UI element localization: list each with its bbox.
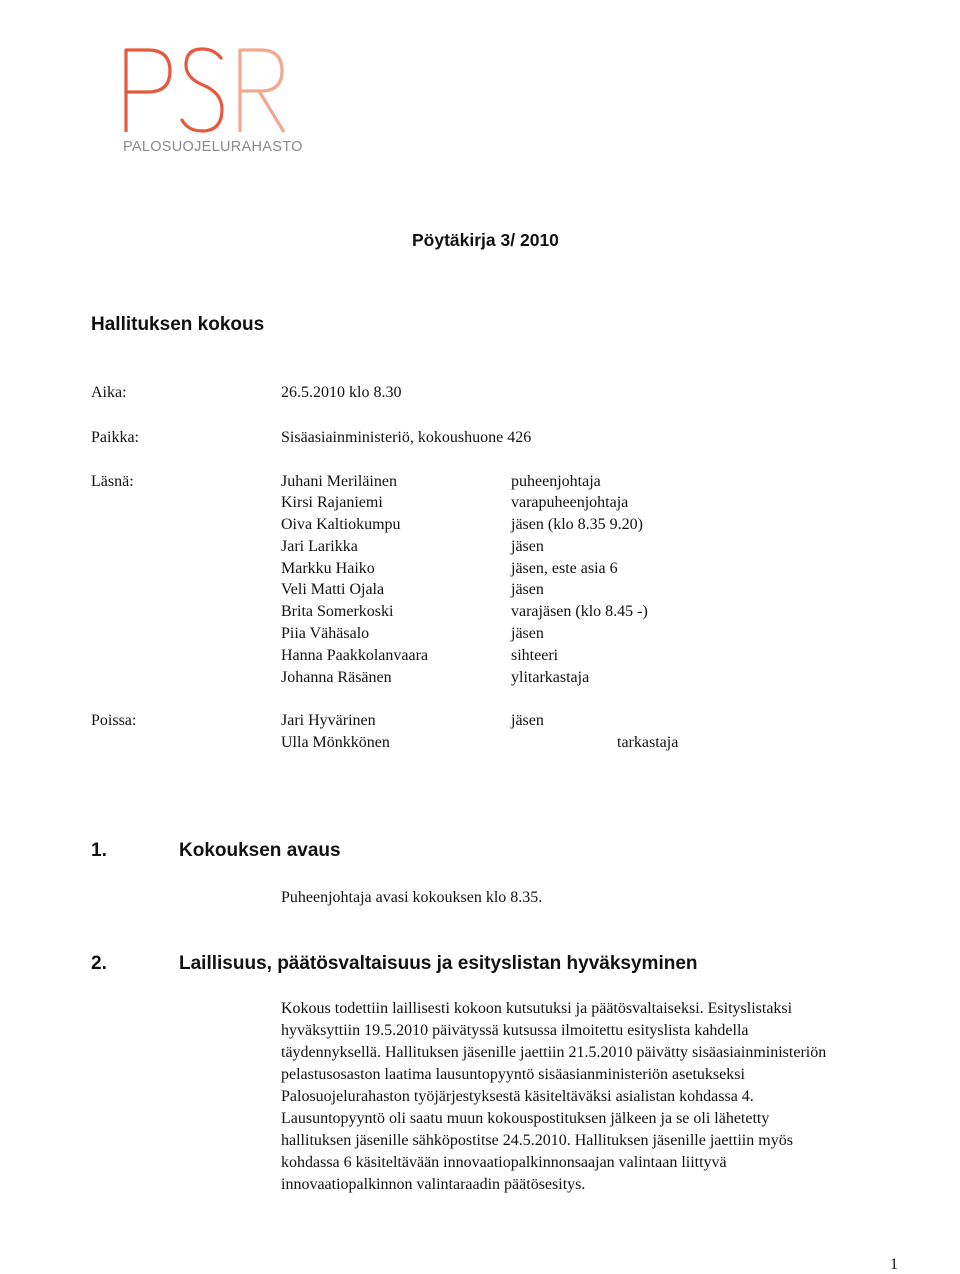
absent-role: jäsen bbox=[511, 712, 544, 729]
present-name: Veli Matti Ojala bbox=[281, 581, 385, 598]
present-role: sihteeri bbox=[511, 647, 559, 664]
paragraph-line: täydennyksellä. Hallituksen jäsenille jaettiin 21.5.2010 päivätty sisäasiainministeriön bbox=[281, 1044, 827, 1061]
present-name: Piia Vähäsalo bbox=[281, 625, 370, 642]
present-name: Johanna Räsänen bbox=[281, 669, 392, 686]
present-name: Oiva Kaltiokumpu bbox=[281, 516, 401, 533]
present-role: jäsen, este asia 6 bbox=[511, 560, 618, 577]
absent-name: Ulla Mönkkönen bbox=[281, 734, 390, 751]
present-role: jäsen (klo 8.35 9.20) bbox=[511, 516, 643, 533]
present-name: Juhani Meriläinen bbox=[281, 473, 397, 490]
section-text: Puheenjohtaja avasi kokouksen klo 8.35. bbox=[281, 889, 543, 906]
section-number: 2. bbox=[91, 953, 107, 974]
meeting-heading: Hallituksen kokous bbox=[91, 314, 265, 335]
logo-letter-p bbox=[126, 50, 170, 132]
paragraph-line: Palosuojelurahaston työjärjestyksestä käsiteltäväksi asialistan kohdassa 4. bbox=[281, 1088, 754, 1105]
paragraph-line: Lausuntopyyntö oli saatu muun kokouspostituksen jälkeen ja se oli lähetetty bbox=[281, 1110, 770, 1127]
present-role: varapuheenjohtaja bbox=[511, 494, 629, 511]
present-role: puheenjohtaja bbox=[511, 473, 601, 490]
present-label: Läsnä: bbox=[91, 473, 134, 490]
section-title: Kokouksen avaus bbox=[179, 840, 341, 861]
paragraph-line: pelastusosaston laatima lausuntopyyntö sisäasianministeriön asetukseksi bbox=[281, 1066, 745, 1083]
paragraph-line: Kokous todettiin laillisesti kokoon kutsutuksi ja päätösvaltaiseksi. Esityslistaksi bbox=[281, 1000, 793, 1017]
place-label: Paikka: bbox=[91, 429, 139, 446]
document-title: Pöytäkirja 3/ 2010 bbox=[412, 230, 559, 250]
present-role: jäsen bbox=[511, 625, 544, 642]
paragraph-line: innovaatiopalkinnon valintaraadin päätösesitys. bbox=[281, 1176, 586, 1193]
place-value: Sisäasiainministeriö, kokoushuone 426 bbox=[281, 429, 532, 446]
present-role: ylitarkastaja bbox=[511, 669, 590, 686]
paragraph-line: hallituksen jäsenille sähköpostitse 24.5.2010. Hallituksen jäsenille jaettiin myös bbox=[281, 1132, 793, 1149]
time-value: 26.5.2010 klo 8.30 bbox=[281, 384, 402, 401]
present-name: Jari Larikka bbox=[281, 538, 358, 555]
absent-label: Poissa: bbox=[91, 712, 137, 729]
present-name: Brita Somerkoski bbox=[281, 603, 394, 620]
logo-subtitle: PALOSUOJELURAHASTO bbox=[123, 139, 303, 155]
logo-letter-r bbox=[240, 50, 284, 132]
section-paragraph bbox=[281, 998, 901, 1196]
present-role: varajäsen (klo 8.45 -) bbox=[511, 603, 648, 620]
present-role: jäsen bbox=[511, 538, 544, 555]
page-number: 1 bbox=[890, 1256, 898, 1273]
logo-letter-s bbox=[182, 49, 222, 131]
present-name: Kirsi Rajaniemi bbox=[281, 494, 383, 511]
paragraph-line: kohdassa 6 käsiteltävään innovaatiopalkinnonsaajan valintaan liittyvä bbox=[281, 1154, 727, 1171]
present-role: jäsen bbox=[511, 581, 544, 598]
absent-name: Jari Hyvärinen bbox=[281, 712, 376, 729]
time-label: Aika: bbox=[91, 384, 127, 401]
section-title: Laillisuus, päätösvaltaisuus ja esityslistan hyväksyminen bbox=[179, 953, 698, 974]
present-name: Hanna Paakkolanvaara bbox=[281, 647, 429, 664]
section-number: 1. bbox=[91, 840, 107, 861]
paragraph-line: hyväksyttiin 19.5.2010 päivätyssä kutsussa ilmoitettu esityslista kahdella bbox=[281, 1022, 749, 1039]
absent-role: tarkastaja bbox=[617, 734, 679, 751]
present-name: Markku Haiko bbox=[281, 560, 375, 577]
